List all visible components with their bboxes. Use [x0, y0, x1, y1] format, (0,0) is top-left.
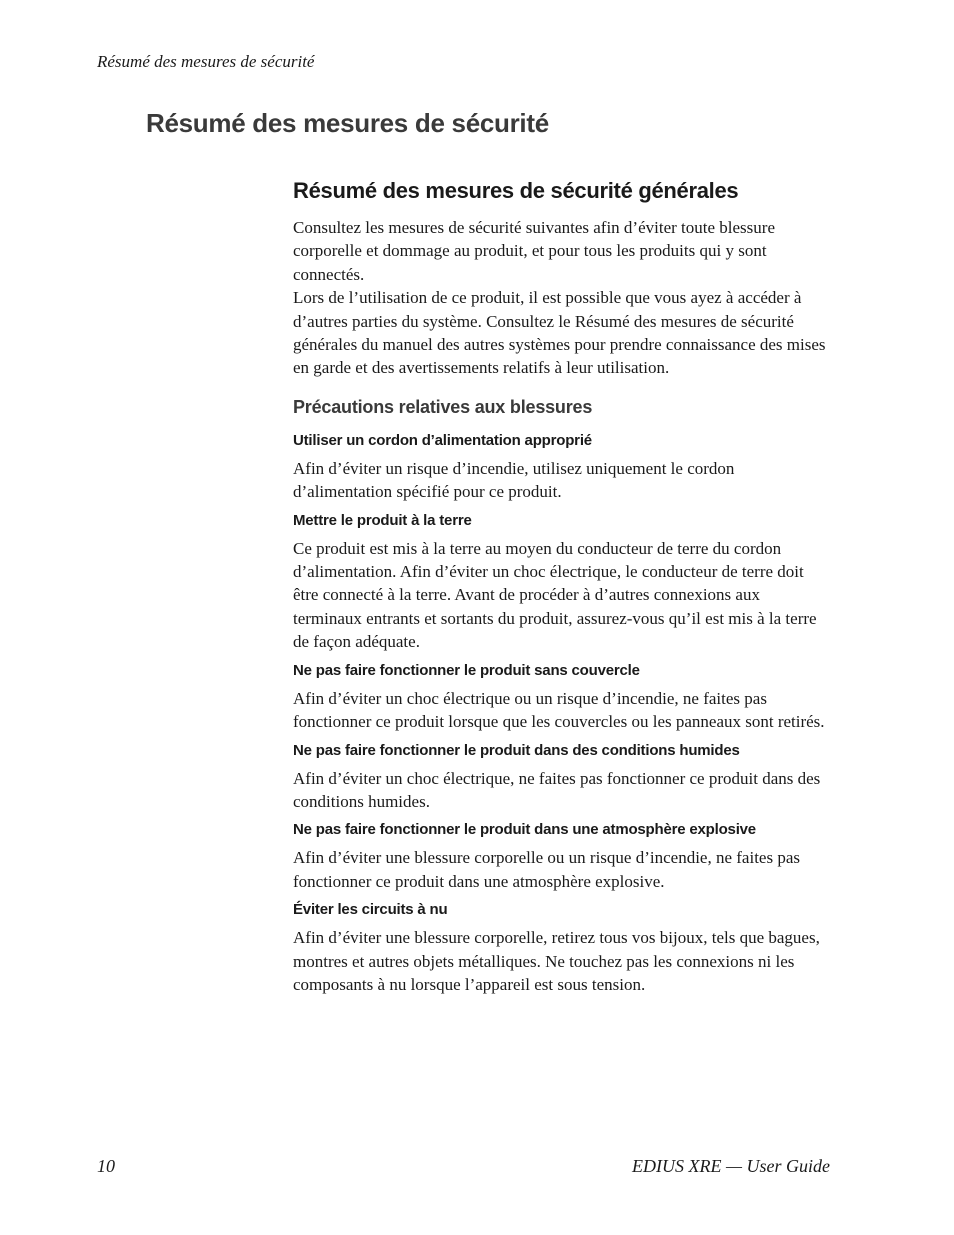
precaution-item: [293, 821, 833, 893]
section-title: Résumé des mesures de sécurité générales: [293, 178, 739, 203]
running-header: Résumé des mesures de sécurité: [97, 52, 315, 71]
page-title: Résumé des mesures de sécurité: [146, 108, 549, 138]
precaution-text: Ce produit est mis à la terre au moyen du conducteur de terre du cordon d’alimentation. Afin d’éviter un choc électrique, le conducteur de terre doit être connecté à la terre. Avant de procéder à d’autres connexions aux terminaux entrants et sortants du produit, assurez-vous qu’il est mis à la terre de façon adéquate.: [293, 538, 817, 652]
precaution-text: Afin d’éviter un choc électrique ou un risque d’incendie, ne faites pas fonctionner ce produit lorsque que les couvercles ou les panneaux sont retirés.: [293, 688, 825, 732]
precaution-heading: Éviter les circuits à nu: [293, 901, 448, 919]
footer-product: EDIUS XRE — User Guide: [632, 1156, 830, 1176]
intro-paragraph-1: Consultez les mesures de sécurité suivantes afin d’éviter toute blessure corporelle et dommage au produit, et pour tous les produits qui y sont connectés.: [293, 218, 775, 284]
intro-paragraph-2: Lors de l’utilisation de ce produit, il est possible que vous ayez à accéder à d’autres parties du système. Consultez le Résumé des mesures de sécurité générales du manuel des autres systèmes pour prendre connaissance des mises en garde et des avertissements relatifs à leur utilisation.: [293, 288, 826, 378]
precaution-item: [293, 662, 833, 734]
precaution-text: Afin d’éviter un risque d’incendie, utilisez uniquement le cordon d’alimentation spécifié pour ce produit.: [293, 458, 735, 502]
precaution-text: Afin d’éviter une blessure corporelle ou un risque d’incendie, ne faites pas fonctionner ce produit dans une atmosphère explosive.: [293, 848, 800, 891]
precaution-item: [293, 901, 833, 996]
precaution-text: Afin d’éviter une blessure corporelle, retirez tous vos bijoux, tels que bagues, montres et autres objets métalliques. Ne touchez pas les connexions ni les composants à nu lorsque l’appareil est sous tension.: [293, 928, 820, 994]
precaution-text: Afin d’éviter un choc électrique, ne faites pas fonctionner ce produit dans des conditions humides.: [293, 768, 821, 811]
precaution-item: [293, 512, 833, 654]
precaution-heading: Ne pas faire fonctionner le produit dans une atmosphère explosive: [293, 821, 756, 839]
precaution-heading: Ne pas faire fonctionner le produit sans couvercle: [293, 661, 640, 679]
precaution-item: [293, 432, 833, 504]
subsection-title: Précautions relatives aux blessures: [293, 396, 593, 417]
precaution-item: [293, 742, 833, 814]
precaution-heading: Utiliser un cordon d’alimentation approprié: [293, 431, 592, 449]
main-content: [293, 175, 833, 996]
precaution-heading: Ne pas faire fonctionner le produit dans des conditions humides: [293, 741, 740, 759]
precaution-heading: Mettre le produit à la terre: [293, 511, 472, 529]
page-number: 10: [97, 1156, 115, 1176]
